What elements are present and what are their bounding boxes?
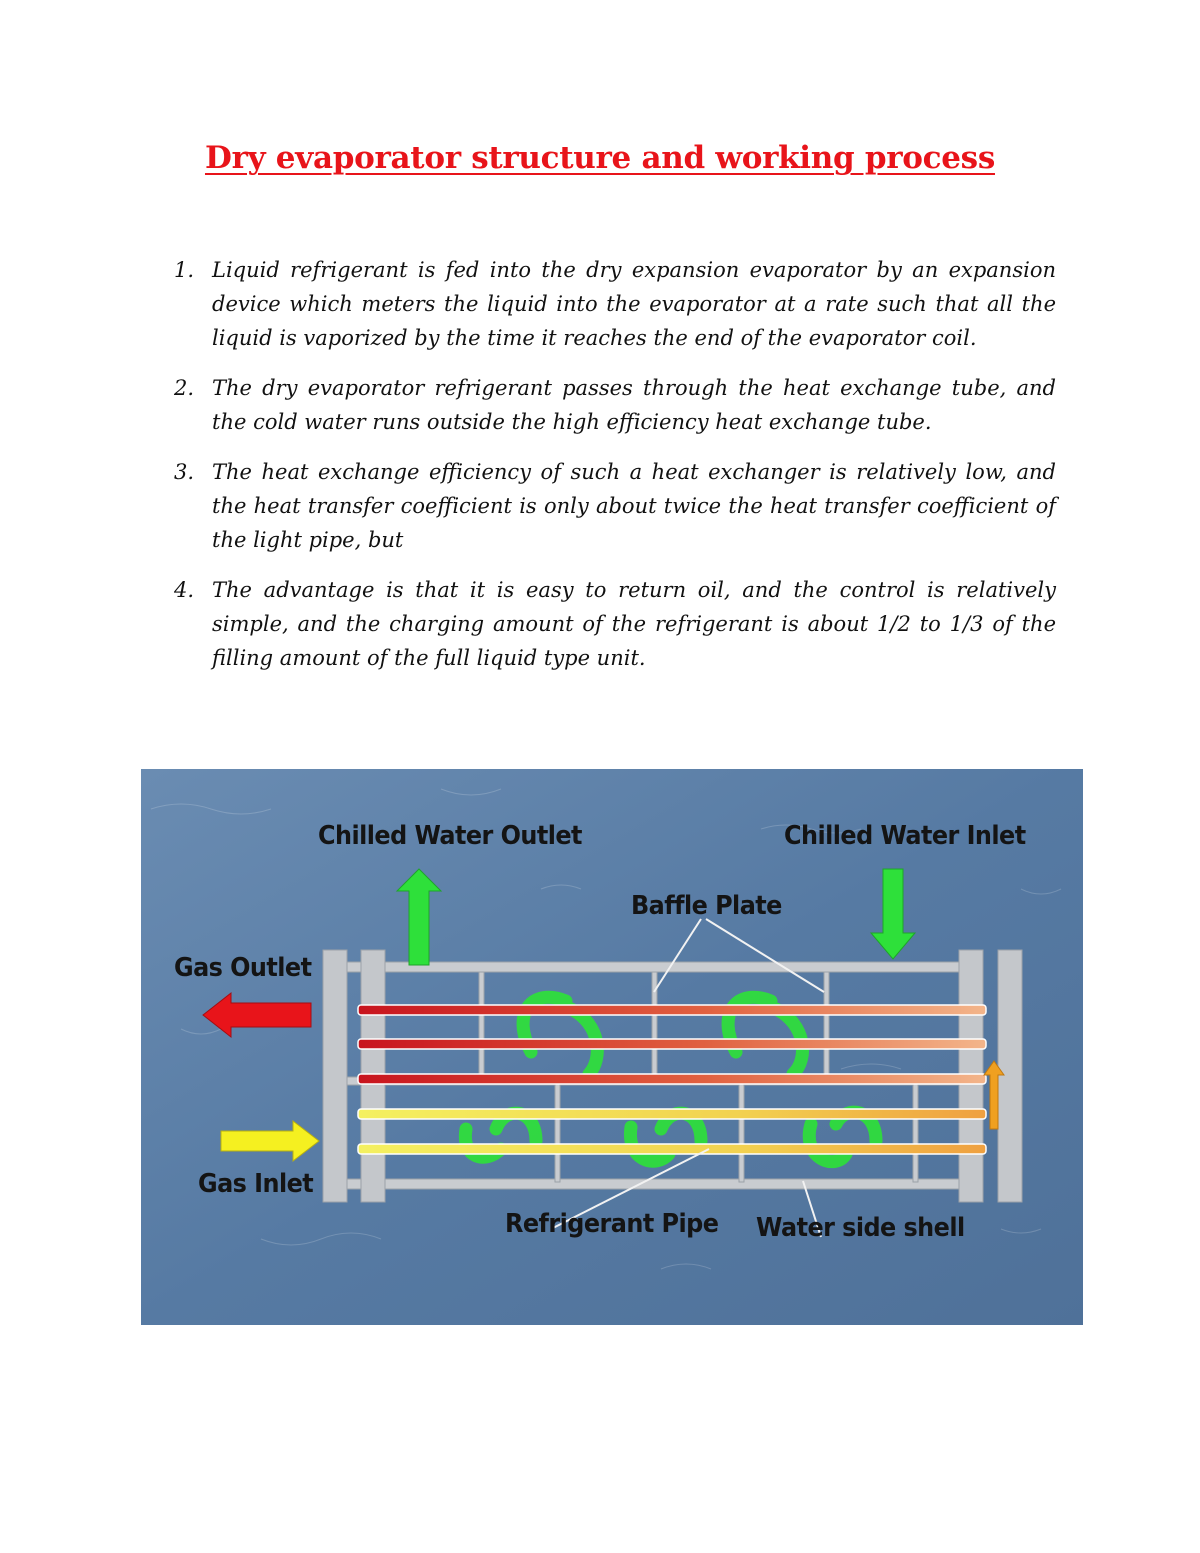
step-item — [168, 253, 1056, 355]
step-item — [168, 455, 1056, 557]
process-steps-list — [168, 253, 1056, 691]
page-title: Dry evaporator structure and working process — [204, 140, 995, 176]
step-number: 1. — [174, 258, 195, 282]
step-text: Liquid refrigerant is fed into the dry expansion evaporator by an expansion device which meters the liquid into the evaporator at a rate such that all the liquid is vaporized by the time it reaches the end of the evaporator coil. — [212, 258, 1056, 350]
step-item — [168, 371, 1056, 439]
water-side-shell-label: Water side shell — [756, 1213, 965, 1243]
step-item — [168, 573, 1056, 675]
gas-inlet-label: Gas Inlet — [198, 1169, 314, 1199]
step-number: 3. — [174, 460, 195, 484]
gas-outlet-label: Gas Outlet — [174, 953, 312, 983]
evaporator-diagram — [141, 769, 1083, 1325]
refrigerant-pipe-label: Refrigerant Pipe — [505, 1209, 719, 1239]
step-number: 4. — [174, 578, 195, 602]
chilled-water-inlet-label: Chilled Water Inlet — [784, 821, 1026, 851]
step-text: The heat exchange efficiency of such a heat exchanger is relatively low, and the heat transfer coefficient is only about twice the heat transfer coefficient of the light pipe, but — [212, 460, 1056, 552]
step-number: 2. — [174, 376, 195, 400]
step-text: The advantage is that it is easy to return oil, and the control is relatively simple, and the charging amount of the refrigerant is about 1/2 to 1/3 of the filling amount of the full liquid type unit. — [212, 578, 1056, 670]
baffle-plate-label: Baffle Plate — [631, 891, 782, 921]
step-text: The dry evaporator refrigerant passes through the heat exchange tube, and the cold water runs outside the high efficiency heat exchange tube. — [212, 376, 1056, 434]
chilled-water-outlet-label: Chilled Water Outlet — [318, 821, 582, 851]
